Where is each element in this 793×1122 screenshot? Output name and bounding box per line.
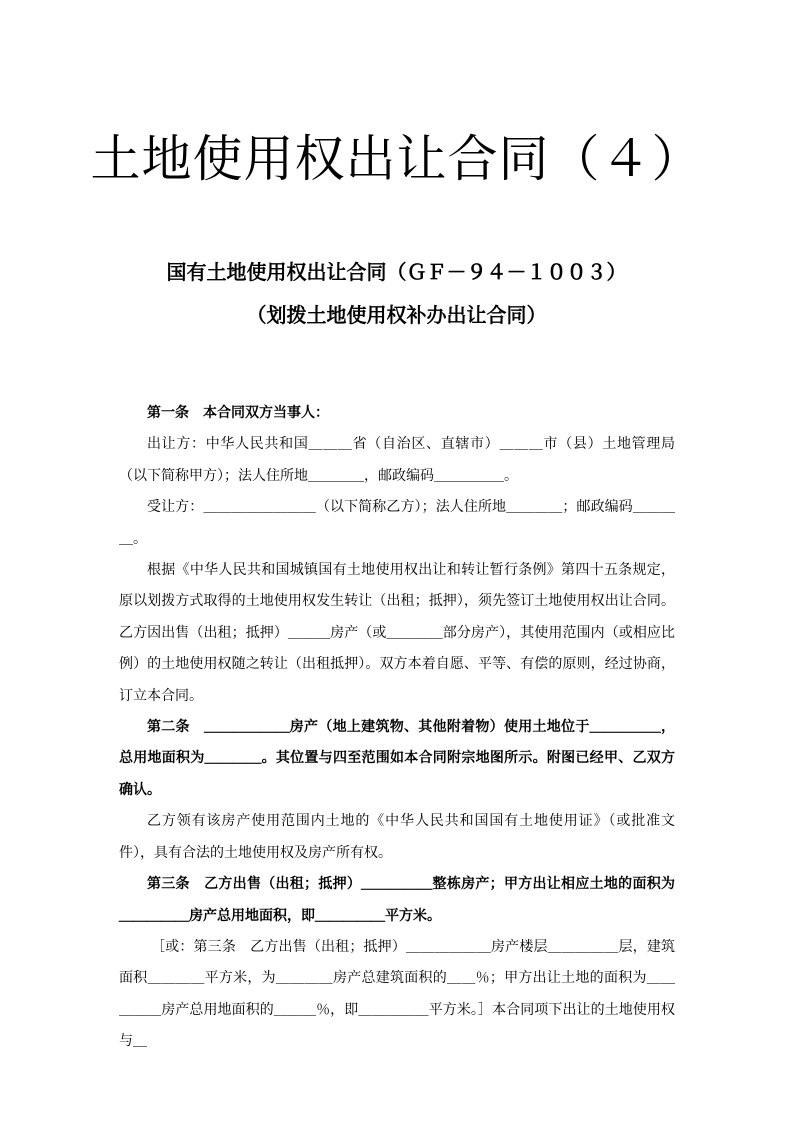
basis-paragraph: 根据《中华人民共和国城镇国有土地使用权出让和转让暂行条例》第四十五条规定，原以划拨方式取得的土地使用权发生转让（出租；抵押），须先签订土地使用权出让合同。乙方因出售（出租；抵押）＿＿＿房产（或＿＿＿＿部分房产），其使用范围内（或相应比例）的土地使用权随之转让（出租抵押）。双方本着自愿、平等、有偿的原则，经过协商，订立本合同。 xyxy=(119,562,675,704)
contract-code-subtitle: 国有土地使用权出让合同（ＧＦ－９４－１００３） xyxy=(166,260,627,284)
article-2-paragraph: 第二条 ＿＿＿＿＿＿房产（地上建筑物、其他附着物）使用土地位于＿＿＿＿＿，总用地面积为＿＿＿＿。其位置与四至范围如本合同附宗地图所示。附图已经甲、乙双方确认。 xyxy=(119,719,675,798)
contract-type-subtitle: （划拨土地使用权补办出让合同） xyxy=(246,303,547,327)
land-certificate-paragraph: 乙方领有该房产使用范围内土地的《中华人民共和国国有土地使用证》（或批准文件），具有合法的土地使用权及房产所有权。 xyxy=(119,813,675,861)
article-3-alternative-paragraph: ［或：第三条 乙方出售（出租；抵押）＿＿＿＿＿＿房产楼层＿＿＿＿＿层，建筑面积＿＿＿＿平方米，为＿＿＿＿房产总建筑面积的＿＿％；甲方出让土地的面积为＿＿＿＿＿房产总用地面积的＿＿＿％，即＿＿＿＿＿平方米。］本合同项下出让的土地使用权与＿ xyxy=(119,938,675,1050)
document-title: 土地使用权出让合同（４） xyxy=(90,130,703,188)
article-1-heading: 第一条 本合同双方当事人： xyxy=(147,405,329,421)
grantor-paragraph: 出让方：中华人民共和国＿＿＿省（自治区、直辖市）＿＿＿市（县）土地管理局（以下简称甲方）；法人住所地＿＿＿＿，邮政编码＿＿＿＿＿。 xyxy=(119,436,675,484)
grantee-paragraph: 受让方：＿＿＿＿＿＿＿＿（以下简称乙方）；法人住所地＿＿＿＿；邮政编码＿＿＿＿。 xyxy=(119,499,675,547)
contract-body xyxy=(119,398,675,1058)
article-3-paragraph: 第三条 乙方出售（出租；抵押）＿＿＿＿＿整栋房产；甲方出让相应土地的面积为＿＿＿＿＿房产总用地面积，即＿＿＿＿＿平方米。 xyxy=(119,876,675,924)
